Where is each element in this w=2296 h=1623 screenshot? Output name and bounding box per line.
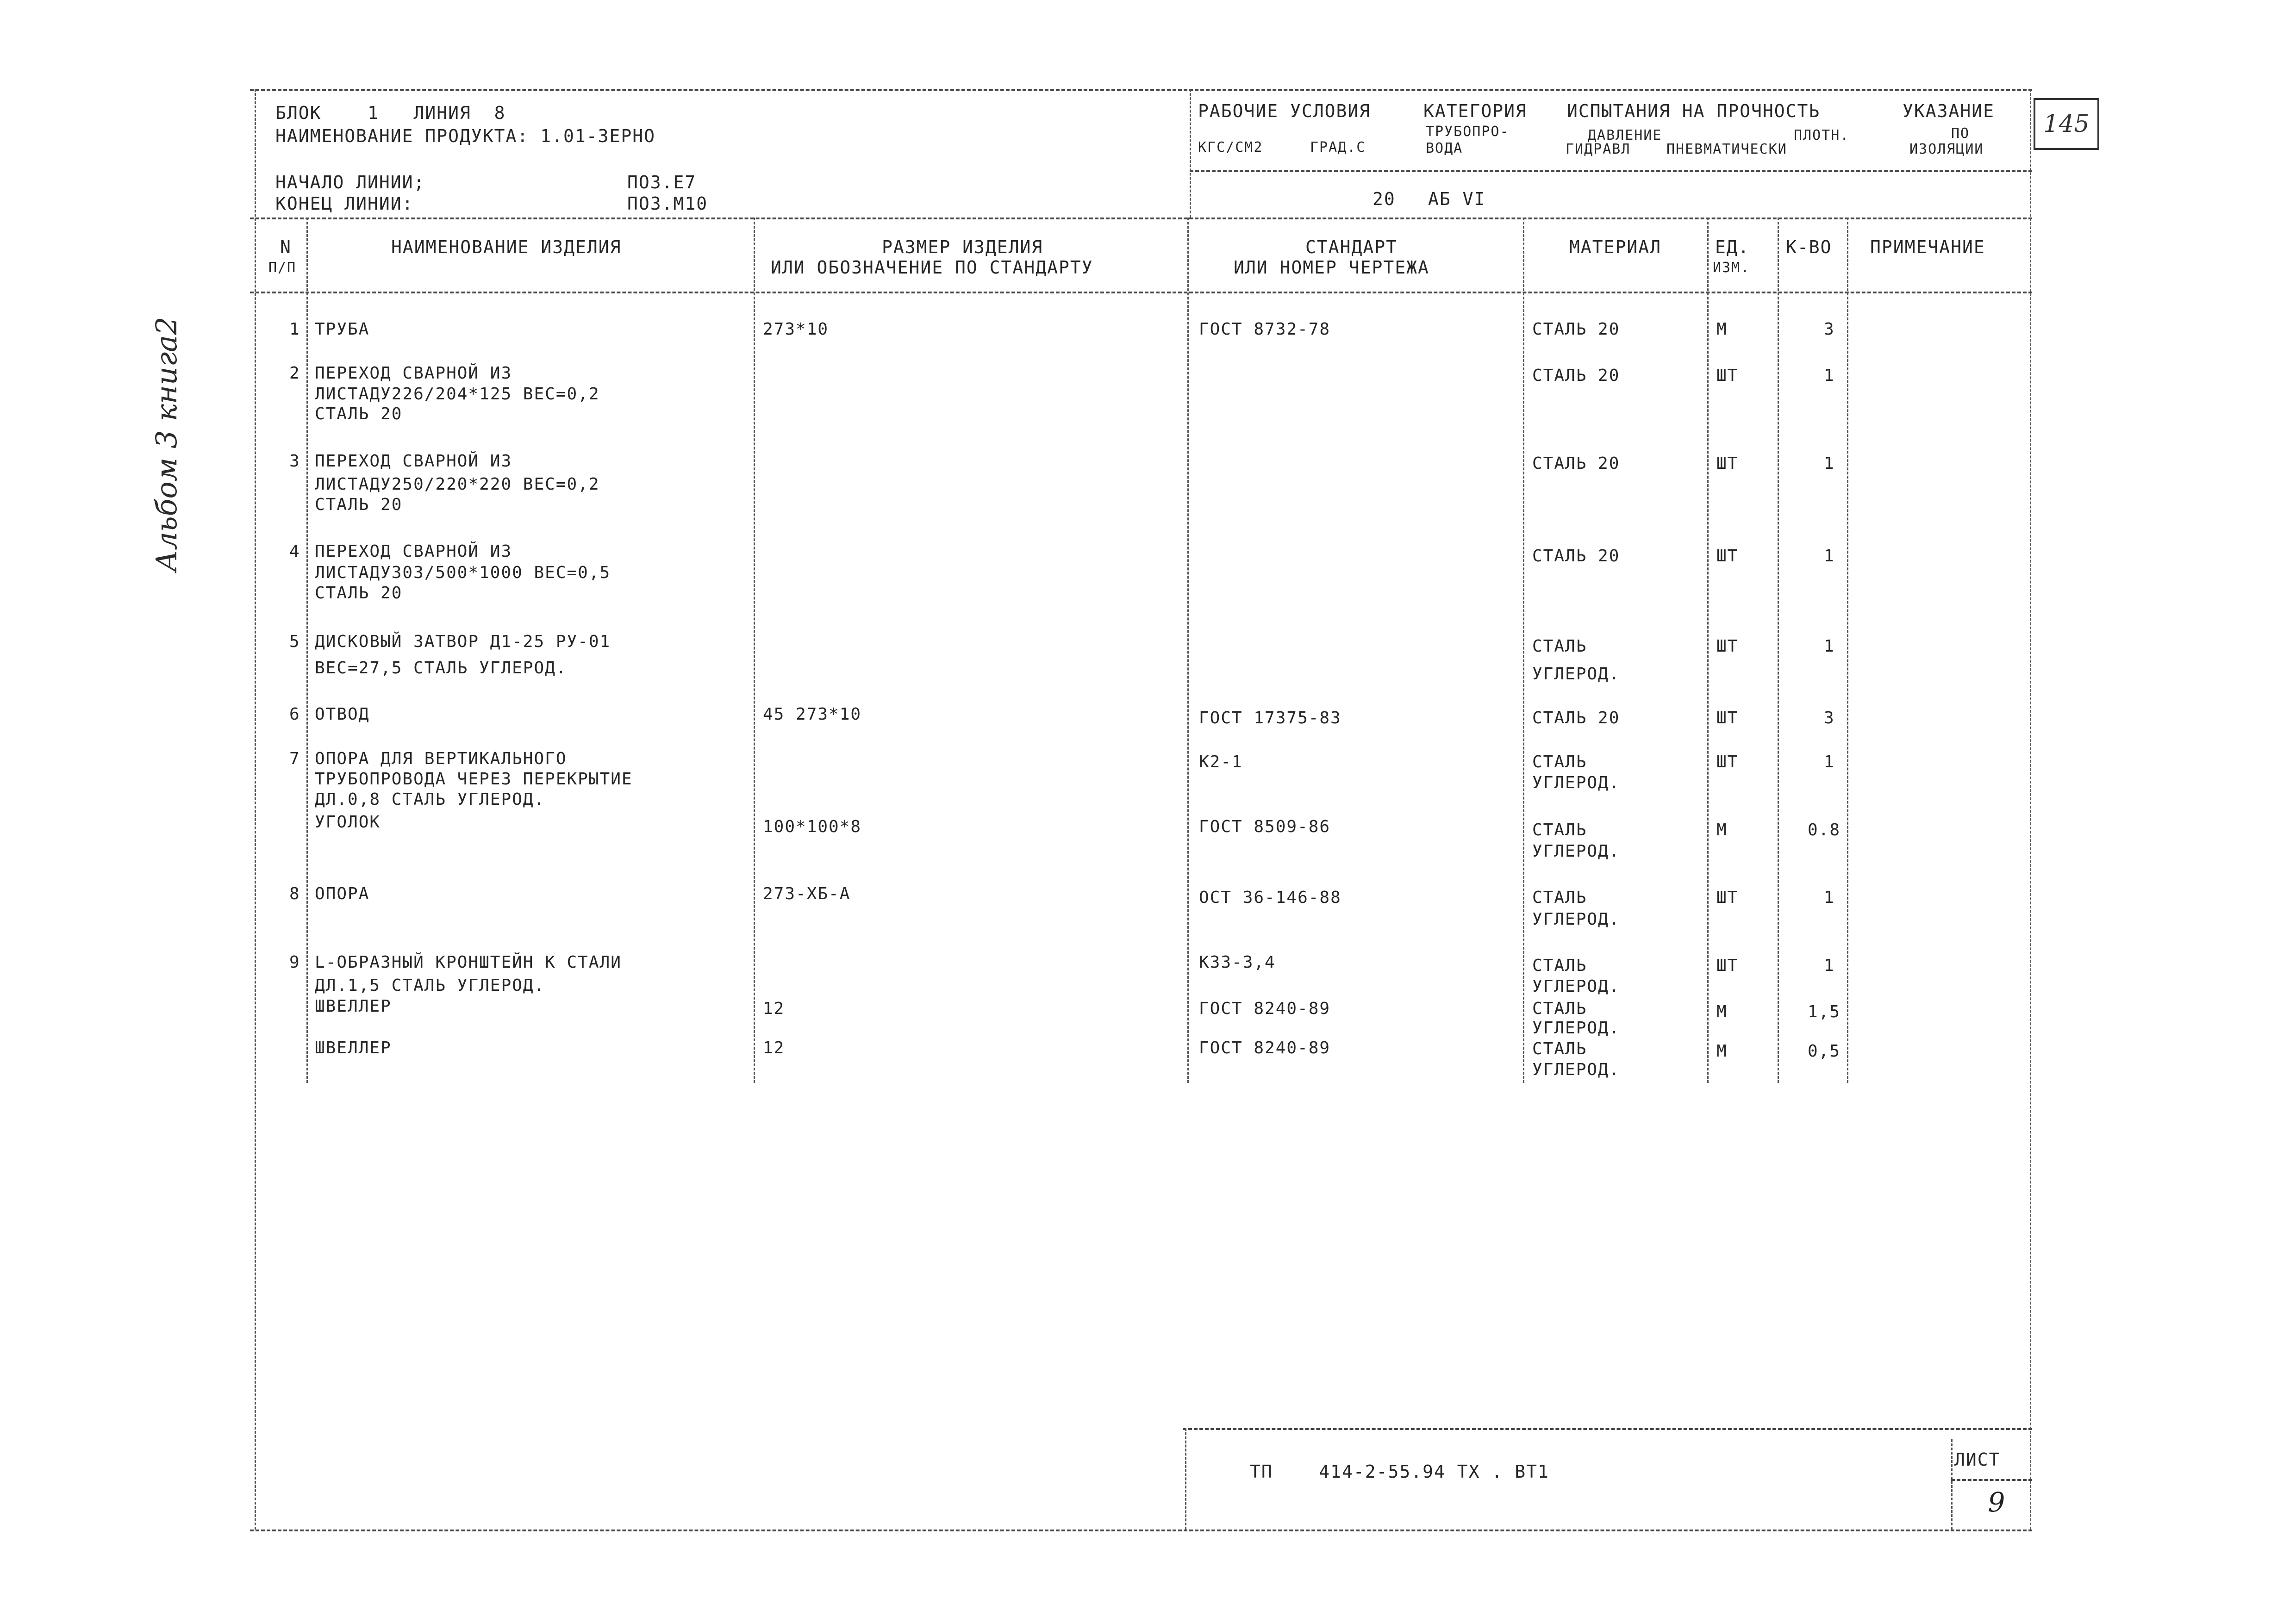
item-material: СТАЛЬ (1532, 821, 1587, 839)
item-name: ДИСКОВЫЙ ЗАТВОР Д1-25 РУ-01 (315, 632, 611, 651)
item-material: УГЛЕРОД. (1532, 1019, 1620, 1038)
row-number: 9 (289, 953, 300, 972)
item-unit: М (1716, 1042, 1728, 1061)
title-block-left-line (1185, 1428, 1186, 1530)
item-name: ПЕРЕХОД СВАРНОЙ ИЗ (315, 542, 512, 561)
row-number: 1 (289, 320, 300, 339)
item-name: УГОЛОК (315, 813, 381, 832)
item-name: ОПОРА ДЛЯ ВЕРТИКАЛЬНОГО (315, 749, 567, 768)
item-material: УГЛЕРОД. (1532, 977, 1620, 996)
item-material: СТАЛЬ (1532, 999, 1587, 1018)
row-number: 7 (289, 749, 300, 768)
col-header-size-2: ИЛИ ОБОЗНАЧЕНИЕ ПО СТАНДАРТУ (771, 257, 1093, 278)
col-divider-std (1187, 218, 1189, 1083)
item-name: ОТВОД (315, 705, 370, 724)
item-unit: ШТ (1716, 709, 1739, 728)
item-size: 45 273*10 (763, 705, 862, 724)
page-stamp: 145 (2034, 98, 2099, 150)
item-name: L-ОБРАЗНЫЙ КРОНШТЕЙН К СТАЛИ (315, 953, 622, 972)
col-header-note: ПРИМЕЧАНИЕ (1870, 237, 1985, 257)
col-divider-num (306, 218, 308, 1083)
title-block-top-line (1183, 1428, 2032, 1430)
item-quantity: 3 (1824, 320, 1835, 339)
item-name: ШВЕЛЛЕР (315, 1038, 392, 1057)
row-number: 3 (289, 452, 300, 471)
col-divider-material (1523, 218, 1524, 1083)
strength-tests-title: ИСПЫТАНИЯ НА ПРОЧНОСТЬ (1567, 101, 1821, 121)
item-quantity: 0,5 (1808, 1042, 1841, 1061)
col-divider-unit (1707, 218, 1709, 1083)
col-divider-qty (1778, 218, 1779, 1083)
item-material: СТАЛЬ (1532, 888, 1587, 907)
insulation-title-1: УКАЗАНИЕ (1903, 101, 1995, 121)
item-material: УГЛЕРОД. (1532, 1060, 1620, 1079)
line-end-value: ПОЗ.М10 (627, 193, 708, 214)
header-conditions-divider (1190, 89, 1191, 218)
album-side-note: Альбом 3 книга2 (150, 317, 183, 572)
item-name: ВЕС=27,5 СТАЛЬ УГЛЕРОД. (315, 659, 567, 678)
item-material: СТАЛЬ 20 (1532, 709, 1620, 728)
row-number: 2 (289, 364, 300, 383)
item-standard: К2-1 (1199, 752, 1243, 771)
item-unit: М (1716, 821, 1728, 839)
item-unit: М (1716, 1002, 1728, 1021)
item-material: УГЛЕРОД. (1532, 910, 1620, 929)
item-material: СТАЛЬ 20 (1532, 454, 1620, 473)
item-standard: ГОСТ 17375-83 (1199, 709, 1341, 728)
item-name: ТРУБА (315, 320, 370, 339)
item-quantity: 3 (1824, 709, 1835, 728)
item-standard: К33-3,4 (1199, 953, 1276, 972)
pipeline-category-sub1: ТРУБОПРО- (1426, 124, 1510, 140)
block-line-title: БЛОК 1 ЛИНИЯ 8 (275, 103, 506, 123)
test-pressure-label: ДАВЛЕНИЕ (1588, 127, 1662, 143)
item-standard: ГОСТ 8240-89 (1199, 1038, 1331, 1057)
item-name: ДЛ.0,8 СТАЛЬ УГЛЕРОД. (315, 790, 545, 809)
item-name: ЛИСТАДУ303/500*1000 ВЕС=0,5 (315, 563, 611, 582)
item-standard: ОСТ 36-146-88 (1199, 888, 1341, 907)
product-name: НАИМЕНОВАНИЕ ПРОДУКТА: 1.01-ЗЕРНО (275, 126, 655, 146)
col-header-std-2: ИЛИ НОМЕР ЧЕРТЕЖА (1234, 257, 1429, 278)
item-quantity: 1 (1824, 888, 1835, 907)
item-name: ШВЕЛЛЕР (315, 997, 392, 1016)
item-unit: М (1716, 320, 1728, 339)
temperature-unit: ГРАД.С (1310, 139, 1366, 155)
col-header-std-1: СТАНДАРТ (1305, 237, 1398, 257)
item-name: ПЕРЕХОД СВАРНОЙ ИЗ (315, 364, 512, 383)
pressure-unit: КГС/СМ2 (1198, 139, 1263, 155)
item-material: СТАЛЬ (1532, 752, 1587, 771)
col-header-num-1: N (280, 237, 292, 257)
line-start-label: НАЧАЛО ЛИНИИ; (275, 172, 425, 193)
col-header-num-2: П/П (268, 260, 297, 276)
row-number: 8 (289, 884, 300, 903)
columns-bottom-line (250, 292, 2032, 293)
item-unit: ШТ (1716, 752, 1739, 771)
line-start-value: ПОЗ.Е7 (627, 172, 697, 193)
item-quantity: 1 (1824, 956, 1835, 975)
document-code: ТП 414-2-55.94 ТХ . ВТ1 (1250, 1461, 1549, 1482)
item-quantity: 1 (1824, 752, 1835, 771)
item-material: СТАЛЬ 20 (1532, 547, 1620, 566)
item-material: СТАЛЬ (1532, 956, 1587, 975)
frame-right-line (2030, 89, 2031, 1530)
item-name: ДЛ.1,5 СТАЛЬ УГЛЕРОД. (315, 976, 545, 995)
pipeline-category-title: КАТЕГОРИЯ (1423, 101, 1527, 121)
item-size: 273-ХБ-А (763, 884, 851, 903)
item-name: ТРУБОПРОВОДА ЧЕРЕЗ ПЕРЕКРЫТИЕ (315, 770, 633, 789)
test-hydraulic-label: ГИДРАВЛ (1566, 141, 1631, 157)
test-pneumatic-label: ПНЕВМАТИЧЕСКИ (1666, 141, 1787, 157)
col-divider-size (754, 218, 755, 1083)
item-standard: ГОСТ 8732-78 (1199, 320, 1331, 339)
item-name: ПЕРЕХОД СВАРНОЙ ИЗ (315, 452, 512, 471)
item-unit: ШТ (1716, 454, 1739, 473)
header-bottom-line (250, 218, 2032, 219)
row-number: 6 (289, 705, 300, 724)
item-standard: ГОСТ 8509-86 (1199, 817, 1331, 836)
item-unit: ШТ (1716, 547, 1739, 566)
item-unit: ШТ (1716, 366, 1739, 385)
item-size: 273*10 (763, 320, 829, 339)
item-name: СТАЛЬ 20 (315, 584, 403, 603)
col-header-qty: К-ВО (1786, 237, 1832, 257)
col-header-unit-2: ИЗМ. (1713, 260, 1750, 276)
line-end-label: КОНЕЦ ЛИНИИ: (275, 193, 414, 214)
col-header-unit-1: ЕД. (1715, 237, 1750, 257)
item-material: УГЛЕРОД. (1532, 773, 1620, 792)
item-material: СТАЛЬ (1532, 1039, 1587, 1058)
item-material: СТАЛЬ (1532, 637, 1587, 656)
item-name: СТАЛЬ 20 (315, 404, 403, 423)
item-size: 12 (763, 1038, 785, 1057)
item-unit: ШТ (1716, 956, 1739, 975)
frame-left-line (255, 89, 256, 1530)
sheet-label: ЛИСТ (1954, 1449, 2001, 1470)
col-header-size-1: РАЗМЕР ИЗДЕЛИЯ (882, 237, 1043, 257)
item-name: ОПОРА (315, 884, 370, 903)
sheet-cell-divider (1951, 1479, 2032, 1481)
item-name: СТАЛЬ 20 (315, 495, 403, 514)
pipeline-category-sub2: ВОДА (1426, 140, 1463, 156)
item-quantity: 1 (1824, 637, 1835, 656)
item-material: СТАЛЬ 20 (1532, 366, 1620, 385)
item-quantity: 1,5 (1808, 1002, 1841, 1021)
item-quantity: 1 (1824, 547, 1835, 566)
col-header-name: НАИМЕНОВАНИЕ ИЗДЕЛИЯ (391, 237, 622, 257)
col-divider-qty-end (1847, 218, 1848, 1083)
temperature-value: 20 (1373, 189, 1396, 209)
sheet-number: 9 (1988, 1486, 2005, 1518)
work-conditions-title: РАБОЧИЕ УСЛОВИЯ (1198, 101, 1371, 121)
item-size: 12 (763, 999, 785, 1018)
item-unit: ШТ (1716, 637, 1739, 656)
row-number: 5 (289, 632, 300, 651)
insulation-title-2: ПО (1951, 125, 1970, 142)
header-divider-line (1190, 170, 2032, 172)
item-material: УГЛЕРОД. (1532, 842, 1620, 861)
row-number: 4 (289, 542, 300, 561)
item-size: 100*100*8 (763, 817, 862, 836)
item-material: СТАЛЬ 20 (1532, 320, 1620, 339)
item-name: ЛИСТАДУ226/204*125 ВЕС=0,2 (315, 385, 600, 404)
item-unit: ШТ (1716, 888, 1739, 907)
item-name: ЛИСТАДУ250/220*220 ВЕС=0,2 (315, 475, 600, 494)
sheet-cell-left-line (1951, 1439, 1953, 1530)
category-value: АБ VI (1428, 189, 1486, 209)
col-header-material: МАТЕРИАЛ (1569, 237, 1662, 257)
frame-bottom-line (250, 1530, 2032, 1531)
item-standard: ГОСТ 8240-89 (1199, 999, 1331, 1018)
item-quantity: 0.8 (1808, 821, 1841, 839)
frame-top-line (250, 89, 2032, 91)
item-quantity: 1 (1824, 366, 1835, 385)
test-density-label: ПЛОТН. (1794, 127, 1850, 143)
item-material: УГЛЕРОД. (1532, 665, 1620, 684)
item-quantity: 1 (1824, 454, 1835, 473)
insulation-title-3: ИЗОЛЯЦИИ (1909, 141, 1984, 157)
